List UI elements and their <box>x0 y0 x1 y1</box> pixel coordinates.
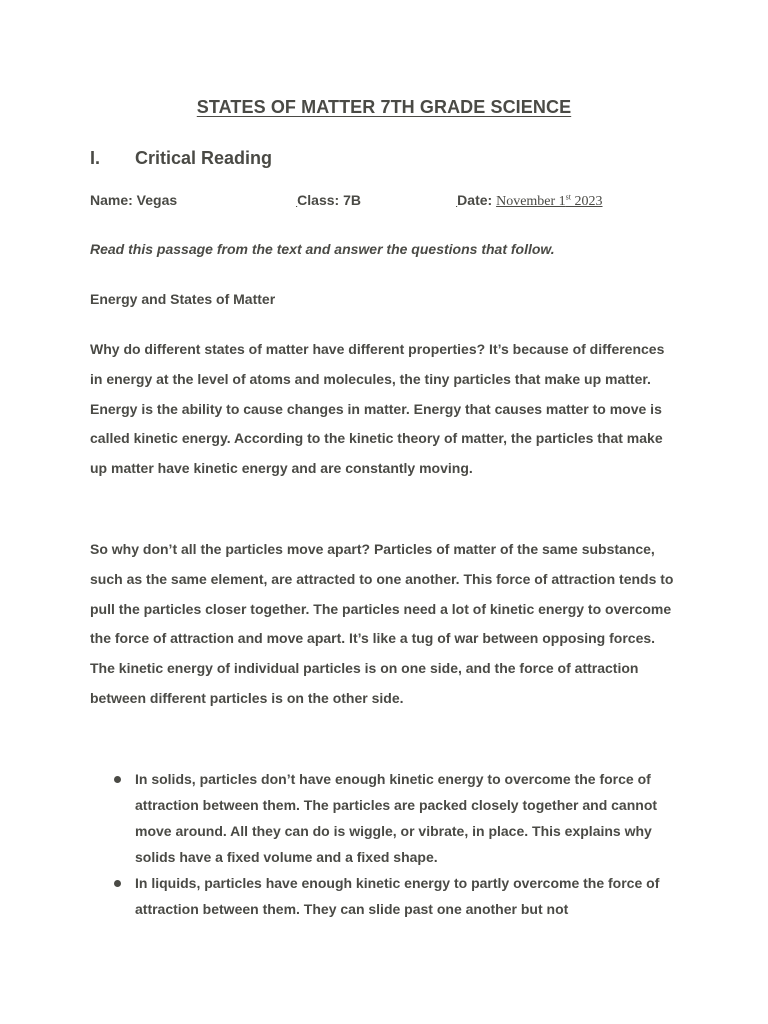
section-heading <box>90 148 272 169</box>
list-item <box>90 766 680 870</box>
student-class-text: Class: 7B <box>297 192 361 208</box>
paragraph: Why do different states of matter have different properties? It’s because of differences in energy at the level of atoms and molecules, the tiny particles that make up matter. Energy is the ability to cause changes in matter. Energy that causes matter to move is called kinetic energy. According to the kinetic theory of matter, the particles that make up matter have kinetic energy and are constantly moving. <box>90 341 665 477</box>
date-label: Date: <box>457 192 493 208</box>
student-class <box>296 192 361 208</box>
date-field <box>456 192 603 210</box>
bullet-icon <box>114 880 121 887</box>
bullet-icon <box>114 776 121 783</box>
section-number: I. <box>90 148 101 168</box>
student-name: Name: Vegas <box>90 192 178 208</box>
date-value: November 1st 2023 <box>496 192 603 209</box>
instruction-text: Read this passage from the text and answer the questions that follow. <box>90 241 555 257</box>
list-item <box>90 870 680 922</box>
list-item-text: In solids, particles don’t have enough kinetic energy to overcome the force of attraction between them. The particles are packed closely together and cannot move around. All they can do is wiggle, or vibrate, in place. This explains why solids have a fixed volume and a fixed shape. <box>135 771 658 865</box>
section-title: Critical Reading <box>135 148 273 168</box>
paragraph: So why don’t all the particles move apart? Particles of matter of the same substance, such as the same element, are attracted to one another. This force of attraction tends to pull the particles closer together. The particles need a lot of kinetic energy to overcome the force of attraction and move apart. It’s like a tug of war between opposing forces. The kinetic energy of individual particles is on one side, and the force of attraction between different particles is on the other side. <box>90 541 674 706</box>
page-title: STATES OF MATTER 7TH GRADE SCIENCE <box>196 97 572 117</box>
list-item-text: In liquids, particles have enough kinetic energy to partly overcome the force of attraction between them. They can slide past one another but not <box>135 875 660 917</box>
bullet-list <box>90 766 680 922</box>
passage-heading: Energy and States of Matter <box>90 291 276 307</box>
